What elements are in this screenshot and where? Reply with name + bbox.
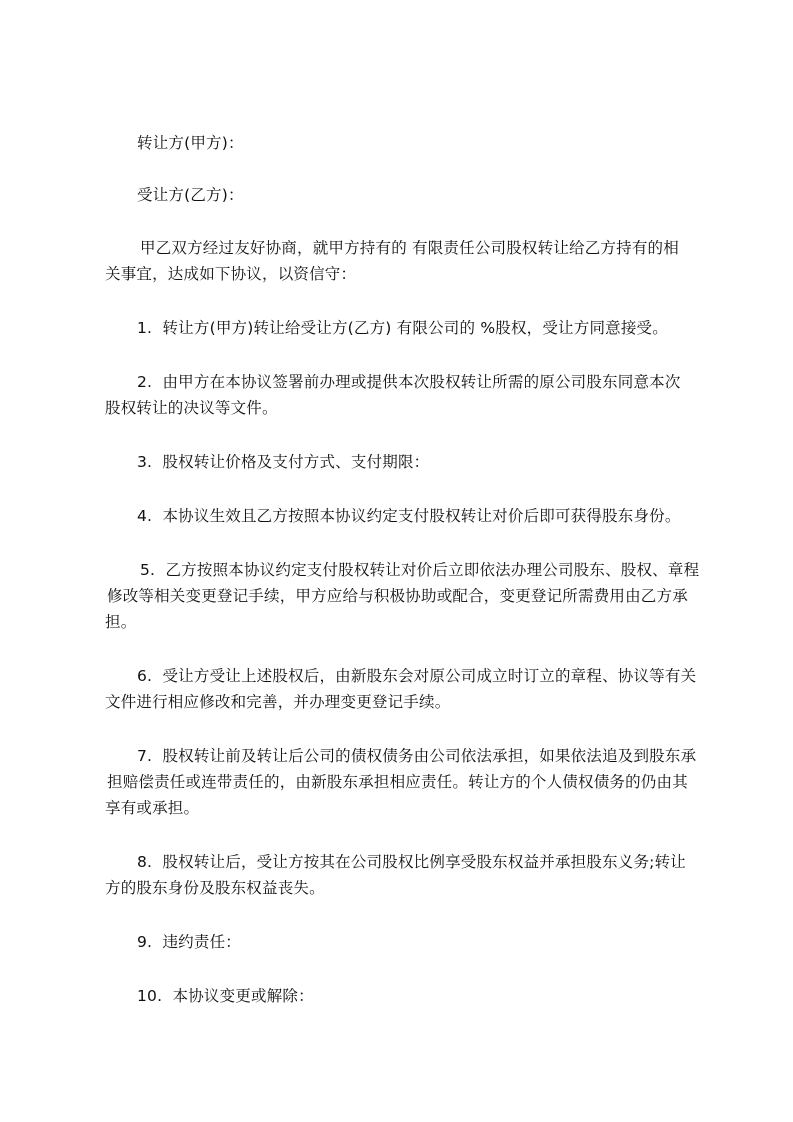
clause-7-line-2 bbox=[107, 772, 688, 792]
transferor-line bbox=[137, 133, 244, 153]
clause-7-line-3 bbox=[105, 798, 199, 818]
clause-2-line-2 bbox=[105, 398, 278, 418]
clause-text: 股权转让价格及支付方式、支付期限： bbox=[162, 453, 430, 471]
clause-5-line-1 bbox=[140, 560, 699, 580]
clause-text: 修改等相关变更登记手续，甲方应给与积极协助或配合，变更登记所需费用由乙方承 bbox=[107, 587, 688, 605]
clause-text: 受让方受让上述股权后，由新股东会对原公司成立时订立的章程、协议等有关 bbox=[162, 667, 697, 685]
transferee-line bbox=[137, 185, 244, 205]
clause-number: 9. bbox=[137, 933, 153, 951]
clause-text: 乙方按照本协议约定支付股权转让对价后立即依法办理公司股东、股权、章程 bbox=[165, 561, 700, 579]
clause-text: 本协议生效且乙方按照本协议约定支付股权转让对价后即可获得股东身份。 bbox=[162, 507, 681, 525]
intro-line-1 bbox=[140, 238, 679, 258]
clause-number: 8. bbox=[137, 853, 153, 871]
clause-9 bbox=[137, 932, 241, 952]
clause-5-line-2 bbox=[107, 586, 688, 606]
clause-text: 股权转让前及转让后公司的债权债务由公司依法承担，如果依法追及到股东承 bbox=[162, 747, 697, 765]
clause-number: 1. bbox=[137, 319, 153, 337]
clause-8-line-1 bbox=[137, 852, 686, 872]
clause-2-line-1 bbox=[137, 372, 681, 392]
clause-text: 转让方(甲方)转让给受让方(乙方) 有限公司的 %股权，受让方同意接受。 bbox=[162, 319, 668, 337]
clause-8-line-2 bbox=[105, 878, 325, 898]
clause-number: 6. bbox=[137, 667, 153, 685]
clause-text: 文件进行相应修改和完善，并办理变更登记手续。 bbox=[105, 693, 451, 711]
clause-text: 违约责任： bbox=[162, 933, 241, 951]
clause-number: 5. bbox=[140, 561, 156, 579]
clause-number: 3. bbox=[137, 453, 153, 471]
intro-line-2 bbox=[105, 264, 356, 284]
clause-number: 10. bbox=[137, 987, 163, 1005]
clause-text: 股权转让的决议等文件。 bbox=[105, 399, 278, 417]
clause-10 bbox=[137, 986, 314, 1006]
transferee-label: 受让方(乙方)： bbox=[137, 186, 244, 204]
clause-text: 担。 bbox=[105, 613, 137, 631]
clause-6-line-1 bbox=[137, 666, 696, 686]
intro-text-2: 关事宜，达成如下协议，以资信守： bbox=[105, 265, 357, 283]
clause-number: 4. bbox=[137, 507, 153, 525]
intro-full-text bbox=[0, 0, 1, 1]
clause-text: 方的股东身份及股东权益丧失。 bbox=[105, 879, 325, 897]
transferor-label: 转让方(甲方)： bbox=[137, 134, 244, 152]
intro-text-1: 甲乙双方经过友好协商，就甲方持有的 有限责任公司股权转让给乙方持有的相 bbox=[140, 239, 679, 257]
clause-text: 享有或承担。 bbox=[105, 799, 200, 817]
clause-number: 2. bbox=[137, 373, 153, 391]
clause-7-line-1 bbox=[137, 746, 696, 766]
clause-number: 7. bbox=[137, 747, 153, 765]
clause-3 bbox=[137, 452, 429, 472]
clause-5-line-3 bbox=[105, 612, 136, 632]
clause-1 bbox=[137, 318, 668, 338]
clause-text: 担赔偿责任或连带责任的，由新股东承担相应责任。转让方的个人债权债务的仍由其 bbox=[107, 773, 688, 791]
clause-4 bbox=[137, 506, 681, 526]
clause-text: 本协议变更或解除： bbox=[172, 987, 314, 1005]
clause-text: 股权转让后，受让方按其在公司股权比例享受股东权益并承担股东义务;转让 bbox=[162, 853, 686, 871]
clause-text: 由甲方在本协议签署前办理或提供本次股权转让所需的原公司股东同意本次 bbox=[162, 373, 681, 391]
clause-6-line-2 bbox=[105, 692, 450, 712]
